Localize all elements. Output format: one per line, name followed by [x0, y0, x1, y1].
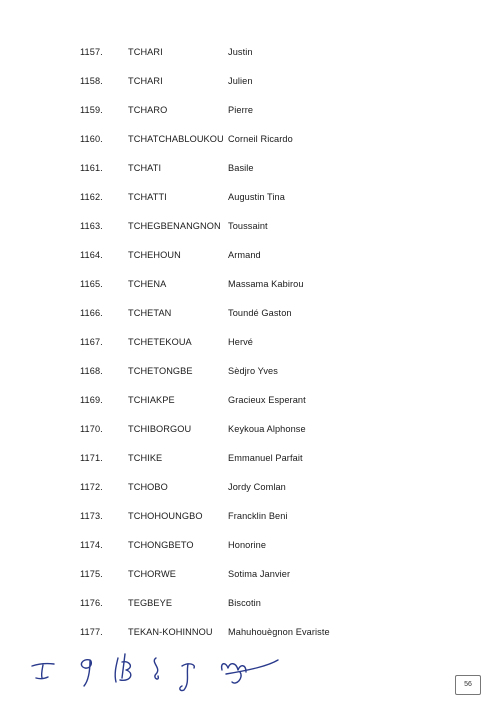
entry-number: 1169.	[80, 395, 103, 405]
list-item	[0, 592, 500, 621]
entry-first-name: Basile	[228, 163, 254, 173]
entry-number: 1166.	[80, 308, 103, 318]
list-item	[0, 621, 500, 650]
entry-last-name: TCHETAN	[128, 308, 172, 318]
entry-last-name: TCHETONGBE	[128, 366, 193, 376]
entry-first-name: Sèdjro Yves	[228, 366, 278, 376]
list-item	[0, 41, 500, 70]
entry-first-name: Biscotin	[228, 598, 261, 608]
entry-number: 1161.	[80, 163, 103, 173]
entry-number: 1176.	[80, 598, 103, 608]
list-item	[0, 476, 500, 505]
list-item	[0, 447, 500, 476]
entry-first-name: Mahuhouègnon Evariste	[228, 627, 330, 637]
entry-last-name: TCHATCHABLOUKOU	[128, 134, 224, 144]
list-item	[0, 157, 500, 186]
page-number: 56	[464, 681, 472, 688]
entry-number: 1162.	[80, 192, 103, 202]
entry-first-name: Augustin Tina	[228, 192, 285, 202]
entry-number: 1158.	[80, 76, 103, 86]
entry-first-name: Emmanuel Parfait	[228, 453, 303, 463]
entry-last-name: TEGBEYE	[128, 598, 173, 608]
entry-last-name: TCHARI	[128, 47, 163, 57]
entry-first-name: Massama Kabirou	[228, 279, 304, 289]
list-item	[0, 563, 500, 592]
list-item	[0, 99, 500, 128]
entry-last-name: TCHOBO	[128, 482, 168, 492]
entry-number: 1165.	[80, 279, 103, 289]
name-list	[0, 41, 500, 650]
entry-last-name: TCHIKE	[128, 453, 163, 463]
entry-last-name: TCHATTI	[128, 192, 167, 202]
entry-first-name: Corneil Ricardo	[228, 134, 293, 144]
entry-last-name: TCHOHOUNGBO	[128, 511, 203, 521]
entry-number: 1172.	[80, 482, 103, 492]
entry-last-name: TCHEGBENANGNON	[128, 221, 221, 231]
entry-last-name: TCHORWE	[128, 569, 176, 579]
list-item	[0, 360, 500, 389]
entry-first-name: Hervé	[228, 337, 254, 347]
entry-first-name: Armand	[228, 250, 261, 260]
entry-last-name: TCHIAKPE	[128, 395, 175, 405]
page-number-box	[455, 675, 481, 695]
list-item	[0, 244, 500, 273]
entry-number: 1177.	[80, 627, 103, 637]
entry-last-name: TCHENA	[128, 279, 167, 289]
entry-number: 1163.	[80, 221, 103, 231]
entry-first-name: Pierre	[228, 105, 254, 115]
entry-number: 1175.	[80, 569, 103, 579]
entry-first-name: Sotima Janvier	[228, 569, 291, 579]
entry-number: 1168.	[80, 366, 103, 376]
list-item	[0, 186, 500, 215]
entry-last-name: TCHARI	[128, 76, 163, 86]
entry-first-name: Francklin Beni	[228, 511, 288, 521]
entry-number: 1164.	[80, 250, 103, 260]
entry-last-name: TCHETEKOUA	[128, 337, 192, 347]
entry-last-name: TCHATI	[128, 163, 162, 173]
handwritten-signatures	[30, 652, 280, 692]
list-item	[0, 128, 500, 157]
entry-last-name: TCHONGBETO	[128, 540, 194, 550]
entry-first-name: Gracieux Esperant	[228, 395, 306, 405]
list-item	[0, 389, 500, 418]
entry-last-name: TEKAN-KOHINNOU	[128, 627, 213, 637]
entry-number: 1173.	[80, 511, 103, 521]
entry-number: 1159.	[80, 105, 103, 115]
entry-number: 1157.	[80, 47, 103, 57]
entry-number: 1170.	[80, 424, 103, 434]
list-item	[0, 534, 500, 563]
entry-first-name: Keykoua Alphonse	[228, 424, 306, 434]
list-item	[0, 70, 500, 99]
entry-number: 1174.	[80, 540, 103, 550]
entry-last-name: TCHIBORGOU	[128, 424, 192, 434]
list-item	[0, 505, 500, 534]
entry-first-name: Justin	[228, 47, 253, 57]
entry-number: 1171.	[80, 453, 103, 463]
list-item	[0, 273, 500, 302]
entry-first-name: Jordy Comlan	[228, 482, 286, 492]
entry-first-name: Honorine	[228, 540, 267, 550]
list-item	[0, 331, 500, 360]
entry-number: 1160.	[80, 134, 103, 144]
list-item	[0, 302, 500, 331]
entry-first-name: Julien	[228, 76, 253, 86]
list-item	[0, 215, 500, 244]
entry-first-name: Toussaint	[228, 221, 268, 231]
entry-last-name: TCHARO	[128, 105, 168, 115]
entry-number: 1167.	[80, 337, 103, 347]
list-item	[0, 418, 500, 447]
entry-first-name: Toundé Gaston	[228, 308, 292, 318]
entry-last-name: TCHEHOUN	[128, 250, 181, 260]
